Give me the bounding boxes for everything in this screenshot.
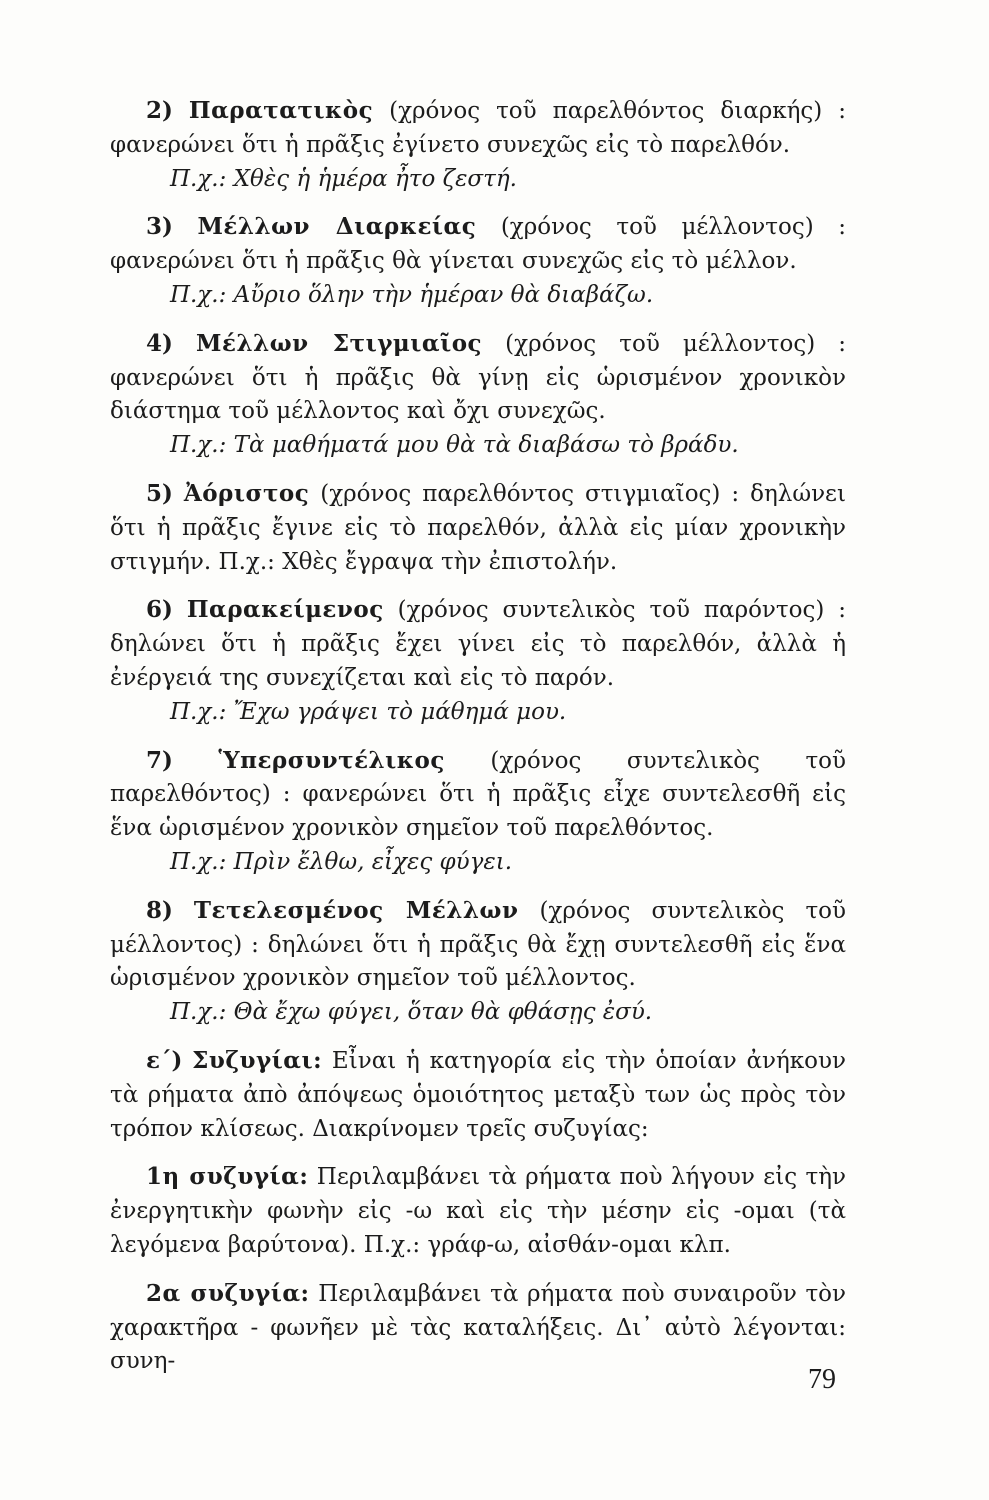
definition-text: (χρόνος συντελικὸς τοῦ παρελθόντος) : φανερώνει ὅτι ἡ πρᾶξις εἶχε συντελεσθῆ εἰς ἕνα ὡρισμένον χρονικὸν σημεῖον τοῦ παρελθόντος.: [110, 747, 846, 842]
item-number: 5): [146, 479, 173, 507]
page-number: 79: [808, 1364, 836, 1395]
body-text: [110, 94, 846, 1393]
example-text: Π.χ.: Θὰ ἔχω φύγει, ὅταν θὰ φθάσῃς ἐσύ.: [170, 999, 653, 1026]
definition-text: Περιλαμβάνει τὰ ρήματα ποὺ λήγουν εἰς τὴν ἐνεργητικὴν φωνὴν εἰς -ω καὶ εἰς τὴν μέσην εἰς -ομαι (τὰ λεγόμενα βαρύτονα). Π.χ.: γράφ-ω, αἰσθάν-ομαι κλπ.: [110, 1164, 847, 1258]
term-heading: Παρακείμενος: [186, 596, 384, 624]
paragraph-future-simple: [110, 327, 846, 463]
definition-text: (χρόνος τοῦ παρελθόντος διαρκής) : φανερώνει ὅτι ἡ πρᾶξις ἐγίνετο συνεχῶς εἰς τὸ παρελθόν.: [110, 98, 846, 158]
term-heading: Μέλλων Διαρκείας: [197, 213, 477, 241]
item-number: 4): [146, 329, 173, 357]
definition-text: Εἶναι ἡ κατηγορία εἰς τὴν ὁποίαν ἀνήκουν τὰ ρήματα ἀπὸ ἀπόψεως ὁμοιότητος μεταξὺ των ὡς πρὸς τὸν τρόπον κλίσεως. Διακρίνομεν τρεῖς συζυγίας:: [110, 1047, 846, 1142]
definition-text: (χρόνος συντελικὸς τοῦ παρόντος) : δηλώνει ὅτι ἡ πρᾶξις ἔχει γίνει εἰς τὸ παρελθόν, ἀλλὰ ἡ ἐνέργειά της συνεχίζεται καὶ εἰς τὸ παρόν.: [110, 597, 847, 691]
paragraph-second-conjugation: [110, 1277, 846, 1379]
paragraph-imperfect: [110, 94, 846, 196]
item-number: 6): [146, 596, 173, 624]
example-text: Π.χ.: Αὔριο ὅλην τὴν ἡμέραν θὰ διαβάζω.: [170, 281, 654, 308]
term-heading: Ἀόριστος: [183, 479, 310, 507]
definition-text: (χρόνος παρελθόντος στιγμιαῖος) : δηλώνει ὅτι ἡ πρᾶξις ἔγινε εἰς τὸ παρελθόν, ἀλλὰ εἰς μίαν χρονικὴν στιγμήν. Π.χ.: Χθὲς ἔγραψα τὴν ἐπιστολήν.: [110, 480, 846, 575]
example-text: Π.χ.: Τὰ μαθήματά μου θὰ τὰ διαβάσω τὸ βράδυ.: [170, 432, 739, 459]
paragraph-pluperfect: [110, 744, 846, 880]
paragraph-conjugations: [110, 1044, 846, 1146]
term-heading: Ὑπερσυντέλικος: [218, 746, 445, 774]
term-heading: 1η συζυγία:: [146, 1163, 309, 1191]
term-heading: 2α συζυγία:: [146, 1279, 310, 1307]
definition-text: (χρόνος συντελικὸς τοῦ μέλλοντος) : δηλώνει ὅτι ἡ πρᾶξις θὰ ἔχῃ συντελεσθῆ εἰς ἕνα ὡρισμένον χρονικὸν σημεῖον τοῦ μέλλοντος.: [110, 897, 847, 992]
item-number: 3): [146, 213, 173, 241]
paragraph-future-perfect: [110, 894, 846, 1030]
paragraph-future-continuous: [110, 210, 846, 312]
paragraph-aorist: [110, 477, 846, 579]
term-heading: Συζυγίαι:: [192, 1046, 323, 1074]
paragraph-first-conjugation: [110, 1160, 846, 1262]
example-text: Π.χ.: Ἔχω γράψει τὸ μάθημά μου.: [170, 698, 567, 725]
item-number: 8): [146, 896, 173, 924]
term-heading: Τετελεσμένος Μέλλων: [193, 896, 519, 924]
item-number: ε΄): [146, 1046, 183, 1074]
item-number: 7): [146, 746, 173, 774]
term-heading: Μέλλων Στιγμιαῖος: [196, 329, 483, 357]
example-text: Π.χ.: Χθὲς ἡ ἡμέρα ἦτο ζεστή.: [170, 165, 517, 192]
definition-text: (χρόνος τοῦ μέλλοντος) : φανερώνει ὅτι ἡ πρᾶξις θὰ γίνῃ εἰς ὡρισμένον χρονικὸν διάστημα τοῦ μέλλοντος καὶ ὄχι συνεχῶς.: [110, 330, 847, 425]
term-heading: Παρατατικὸς: [188, 97, 374, 124]
paragraph-perfect: [110, 593, 846, 729]
definition-text: (χρόνος τοῦ μέλλοντος) : φανερώνει ὅτι ἡ πρᾶξις θὰ γίνεται συνεχῶς εἰς τὸ μέλλον.: [110, 214, 847, 275]
definition-text: Περιλαμβάνει τὰ ρήματα ποὺ συναιροῦν τὸν χαρακτῆρα - φωνῆεν μὲ τὰς καταλήξεις. Δι᾽ αὐτὸ λέγονται: συνη-: [110, 1280, 847, 1375]
item-number: 2): [146, 97, 173, 124]
example-text: Π.χ.: Πρὶν ἔλθω, εἶχες φύγει.: [170, 848, 513, 875]
